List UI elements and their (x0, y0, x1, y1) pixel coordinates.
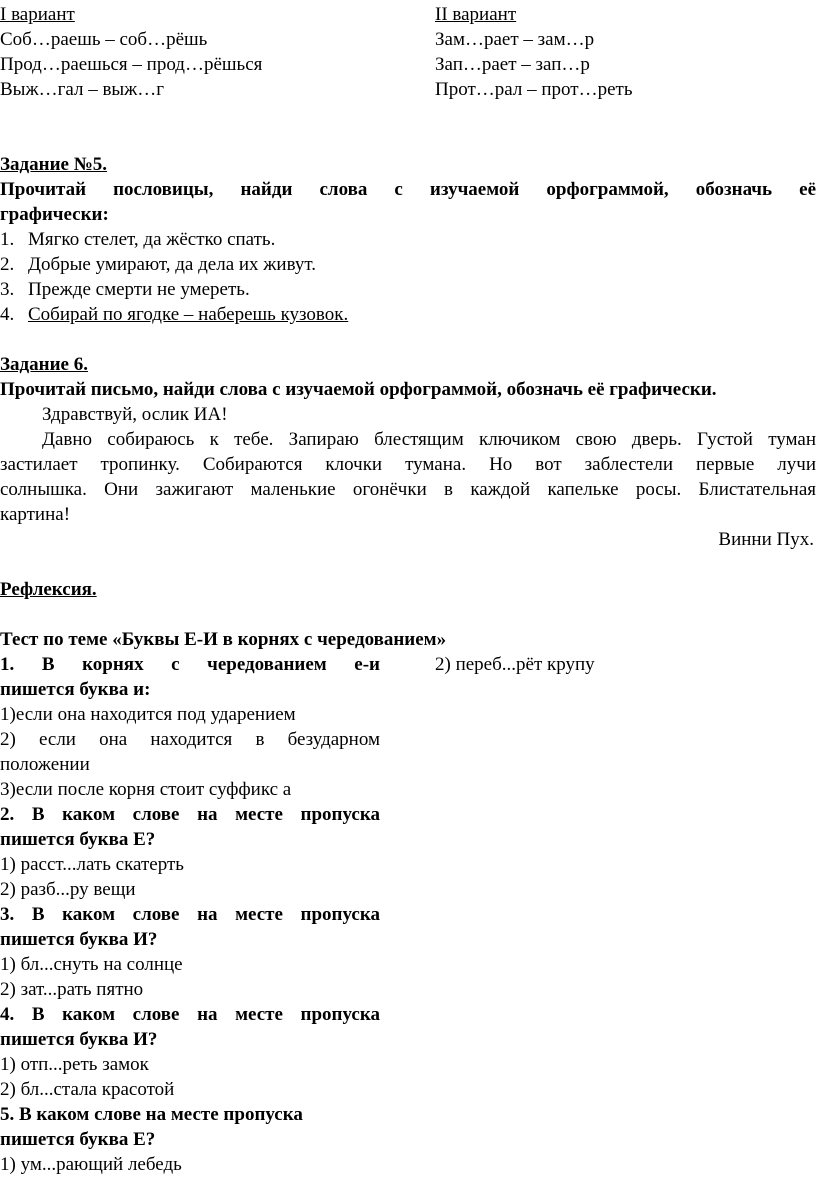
item-text: Прежде смерти не умереть. (28, 279, 250, 300)
item-number: 1. (0, 229, 15, 250)
variant-2-row-1: Зам…рает – зам…р (435, 29, 595, 50)
q2-option-1: 1) расст...лать скатерть (0, 854, 184, 875)
q3-option-1: 1) бл...снуть на солнце (0, 954, 183, 975)
q4-option-2: 2) бл...стала красотой (0, 1079, 175, 1100)
q1-option-3: 3)если после корня стоит суффикс а (0, 779, 292, 800)
item-number: 2. (0, 254, 15, 275)
q1-line-1: 1. В корнях с чередованием е-и (0, 654, 380, 675)
q4-line-2: пишется буква И? (0, 1029, 158, 1050)
variant-2-row-2: Зап…рает – зап…р (435, 54, 590, 75)
variant-2-heading: II вариант (435, 4, 517, 25)
q5-option-1: 1) ум...рающий лебедь (0, 1154, 182, 1175)
variant-1-row-3: Выж…гал – выж…г (0, 79, 165, 100)
reflection-title: Рефлексия. (0, 579, 97, 600)
q1-option-1: 1)если она находится под ударением (0, 704, 296, 725)
task5-instruction-line-2: графически: (0, 204, 109, 225)
variant-1-row-1: Соб…раешь – соб…рёшь (0, 29, 208, 50)
letter-greeting: Здравствуй, ослик ИА! (42, 404, 228, 425)
q3-line-2: пишется буква И? (0, 929, 158, 950)
variant-1-heading: I вариант (0, 4, 75, 25)
q2-line-1: 2. В каком слове на месте пропуска (0, 804, 380, 825)
letter-signature: Винни Пух. (718, 529, 814, 550)
q4-line-1: 4. В каком слове на месте пропуска (0, 1004, 380, 1025)
q3-option-2: 2) зат...рать пятно (0, 979, 144, 1000)
q2-option-2: 2) разб...ру вещи (0, 879, 136, 900)
variant-2-row-3: Прот…рал – прот…реть (435, 79, 633, 100)
letter-body-line-4: картина! (0, 504, 71, 525)
item-number: 3. (0, 279, 15, 300)
letter-body-line-3: солнышка. Они зажигают маленькие огонёчки в каждой капельке росы. Блистательная (0, 479, 816, 500)
letter-body-line-2: застилает тропинку. Собираются клочки тумана. Но вот заблестели первые лучи (0, 454, 816, 475)
test-title: Тест по теме «Буквы Е-И в корнях с чередованием» (0, 629, 447, 650)
task5-instruction-line-1: Прочитай пословицы, найди слова с изучаемой орфограммой, обозначь её (0, 179, 816, 200)
q2-line-2: пишется буква Е? (0, 829, 156, 850)
item-text: Собирай по ягодке – наберешь кузовок. (28, 304, 349, 325)
task5-title: Задание №5. (0, 154, 108, 175)
q3-line-1: 3. В каком слове на месте пропуска (0, 904, 380, 925)
task5-item-4 (0, 302, 348, 327)
item-text: Добрые умирают, да дела их живут. (28, 254, 317, 275)
task6-title: Задание 6. (0, 354, 88, 375)
q5-line-1: 5. В каком слове на месте пропуска (0, 1104, 303, 1125)
item-number: 4. (0, 304, 15, 325)
q5-line-2: пишется буква Е? (0, 1129, 156, 1150)
right-column-option: 2) переб...рёт крупу (435, 654, 595, 675)
q1-option-2-line-1: 2) если она находится в безударном (0, 729, 380, 750)
variant-1-row-2: Прод…раешься – прод…рёшься (0, 54, 263, 75)
letter-body-line-1: Давно собираюсь к тебе. Запираю блестящим ключиком свою дверь. Густой туман (42, 429, 816, 450)
q1-option-2-line-2: положении (0, 754, 90, 775)
item-text: Мягко стелет, да жёстко спать. (28, 229, 276, 250)
task5-item-1 (0, 227, 275, 252)
task5-item-3 (0, 277, 250, 302)
q4-option-1: 1) отп...реть замок (0, 1054, 149, 1075)
task5-item-2 (0, 252, 316, 277)
q1-line-2: пишется буква и: (0, 679, 151, 700)
task6-instruction: Прочитай письмо, найди слова с изучаемой орфограммой, обозначь её графически. (0, 379, 717, 400)
